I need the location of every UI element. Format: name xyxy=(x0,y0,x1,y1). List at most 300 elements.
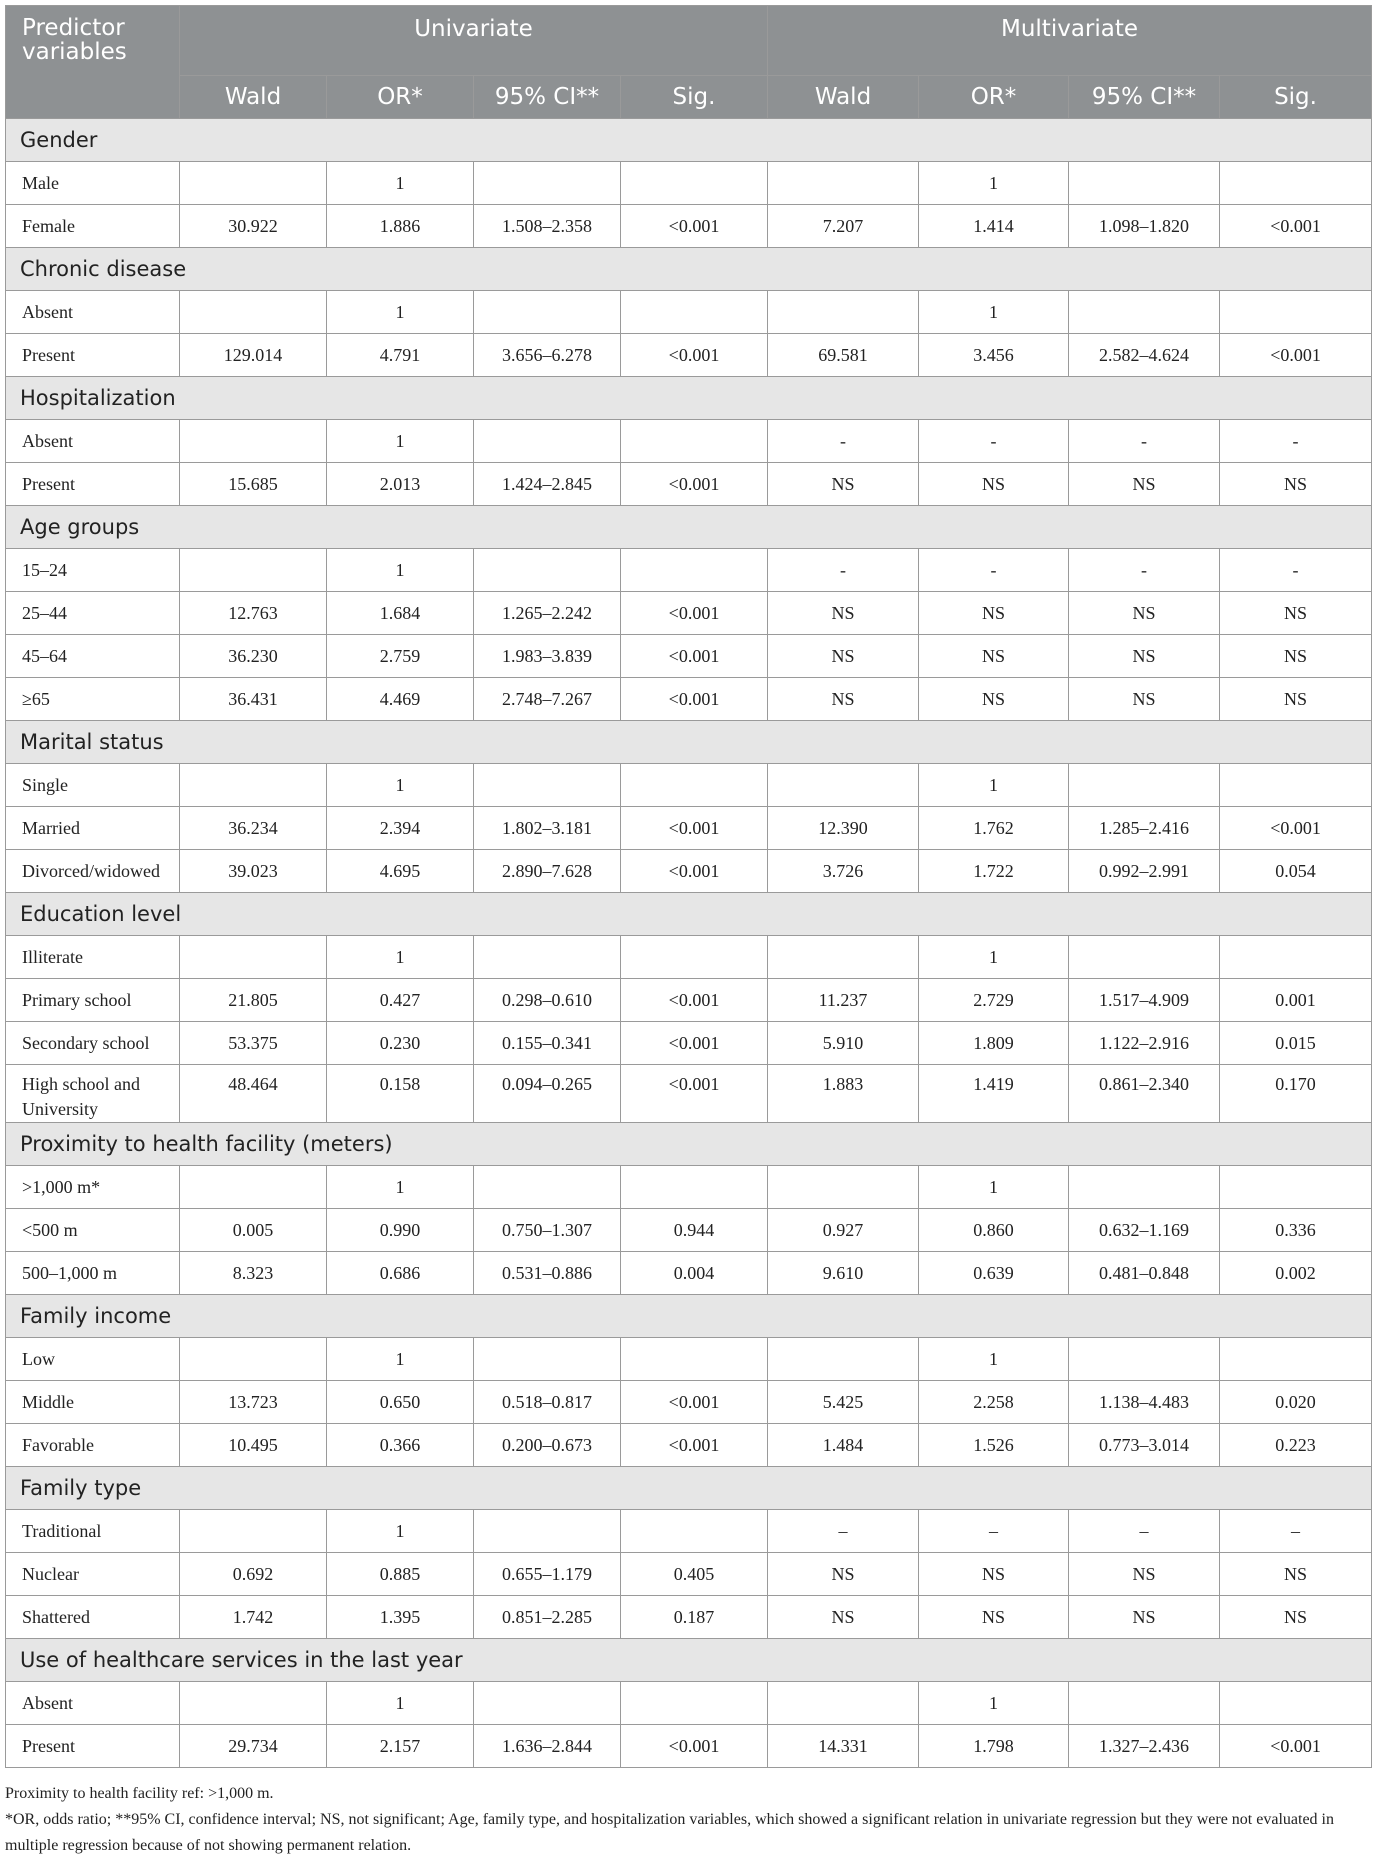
table-cell: 0.170 xyxy=(1220,1065,1372,1123)
table-header xyxy=(6,6,1372,119)
table-row xyxy=(6,420,1372,463)
row-label: 45–64 xyxy=(6,635,180,678)
row-label: Nuclear xyxy=(6,1553,180,1596)
table-cell xyxy=(180,549,327,592)
table-cell: 0.531–0.886 xyxy=(474,1252,621,1295)
table-cell xyxy=(474,420,621,463)
table-cell: 0.005 xyxy=(180,1209,327,1252)
table-cell: 1.636–2.844 xyxy=(474,1725,621,1768)
table-cell xyxy=(1220,291,1372,334)
row-label: <500 m xyxy=(6,1209,180,1252)
table-cell: 0.015 xyxy=(1220,1022,1372,1065)
section-title: Hospitalization xyxy=(6,377,1372,420)
table-cell: 0.639 xyxy=(919,1252,1069,1295)
table-cell: – xyxy=(1069,1510,1220,1553)
table-cell: 13.723 xyxy=(180,1381,327,1424)
table-row xyxy=(6,334,1372,377)
table-row xyxy=(6,162,1372,205)
table-cell: 0.405 xyxy=(621,1553,768,1596)
table-cell: NS xyxy=(1220,463,1372,506)
table-cell xyxy=(1069,1166,1220,1209)
table-cell: 1 xyxy=(327,420,474,463)
table-cell xyxy=(621,764,768,807)
table-cell: 0.692 xyxy=(180,1553,327,1596)
table-cell xyxy=(1069,162,1220,205)
table-row xyxy=(6,291,1372,334)
table-cell xyxy=(621,549,768,592)
table-row xyxy=(6,1338,1372,1381)
table-cell: NS xyxy=(1220,1553,1372,1596)
table-cell: 69.581 xyxy=(768,334,919,377)
table-cell: 8.323 xyxy=(180,1252,327,1295)
table-cell: 1.484 xyxy=(768,1424,919,1467)
table-cell xyxy=(768,1166,919,1209)
table-cell xyxy=(621,1166,768,1209)
table-cell: 1.798 xyxy=(919,1725,1069,1768)
table-cell: – xyxy=(768,1510,919,1553)
table-cell: NS xyxy=(1069,1596,1220,1639)
table-cell: 0.655–1.179 xyxy=(474,1553,621,1596)
table-cell xyxy=(621,420,768,463)
table-row xyxy=(6,205,1372,248)
table-cell: 0.927 xyxy=(768,1209,919,1252)
section-title: Use of healthcare services in the last year xyxy=(6,1639,1372,1682)
table-row xyxy=(6,1381,1372,1424)
table-cell: NS xyxy=(768,592,919,635)
table-cell: 2.748–7.267 xyxy=(474,678,621,721)
col-header: OR* xyxy=(327,76,474,119)
table-cell: 1 xyxy=(327,936,474,979)
table-cell xyxy=(621,1338,768,1381)
table-cell: 0.366 xyxy=(327,1424,474,1467)
table-cell: 129.014 xyxy=(180,334,327,377)
col-header: Wald xyxy=(768,76,919,119)
table-cell: NS xyxy=(919,1596,1069,1639)
table-cell: 48.464 xyxy=(180,1065,327,1123)
table-cell: 7.207 xyxy=(768,205,919,248)
section-title: Chronic disease xyxy=(6,248,1372,291)
row-label: Present xyxy=(6,1725,180,1768)
table-cell: NS xyxy=(768,635,919,678)
table-cell: 0.686 xyxy=(327,1252,474,1295)
table-cell: NS xyxy=(1220,592,1372,635)
table-cell: 2.394 xyxy=(327,807,474,850)
section-row xyxy=(6,377,1372,420)
table-row xyxy=(6,1065,1372,1123)
table-cell xyxy=(180,1338,327,1381)
table-cell: 1 xyxy=(327,1166,474,1209)
table-cell: 36.431 xyxy=(180,678,327,721)
table-cell: 0.200–0.673 xyxy=(474,1424,621,1467)
row-label: 15–24 xyxy=(6,549,180,592)
table-cell: 11.237 xyxy=(768,979,919,1022)
row-label: Favorable xyxy=(6,1424,180,1467)
table-cell: NS xyxy=(919,635,1069,678)
table-cell: 0.004 xyxy=(621,1252,768,1295)
row-label: Female xyxy=(6,205,180,248)
table-cell: <0.001 xyxy=(621,635,768,678)
table-cell: 14.331 xyxy=(768,1725,919,1768)
table-row xyxy=(6,936,1372,979)
table-cell: <0.001 xyxy=(621,1424,768,1467)
table-cell: 3.726 xyxy=(768,850,919,893)
row-label: Primary school xyxy=(6,979,180,1022)
row-label: 500–1,000 m xyxy=(6,1252,180,1295)
section-row xyxy=(6,1467,1372,1510)
table-cell xyxy=(474,162,621,205)
table-cell: <0.001 xyxy=(1220,205,1372,248)
row-label: Traditional xyxy=(6,1510,180,1553)
table-cell: 3.456 xyxy=(919,334,1069,377)
table-row xyxy=(6,1682,1372,1725)
table-cell: 0.750–1.307 xyxy=(474,1209,621,1252)
table-cell: - xyxy=(1220,549,1372,592)
table-cell: NS xyxy=(1069,635,1220,678)
table-cell: 4.791 xyxy=(327,334,474,377)
univariate-header: Univariate xyxy=(180,6,768,76)
table-cell: 1.265–2.242 xyxy=(474,592,621,635)
table-cell: 0.481–0.848 xyxy=(1069,1252,1220,1295)
table-cell: 1.285–2.416 xyxy=(1069,807,1220,850)
table-cell xyxy=(1069,936,1220,979)
table-cell: 1 xyxy=(327,549,474,592)
row-label: Absent xyxy=(6,420,180,463)
table-cell: 1.983–3.839 xyxy=(474,635,621,678)
table-cell: 1.883 xyxy=(768,1065,919,1123)
table-cell xyxy=(180,1166,327,1209)
table-cell: 0.020 xyxy=(1220,1381,1372,1424)
table-cell: 4.695 xyxy=(327,850,474,893)
table-cell: 1 xyxy=(919,1338,1069,1381)
table-cell: 0.155–0.341 xyxy=(474,1022,621,1065)
table-cell: 0.990 xyxy=(327,1209,474,1252)
table-cell: 0.851–2.285 xyxy=(474,1596,621,1639)
table-cell: 1.508–2.358 xyxy=(474,205,621,248)
table-cell: 2.258 xyxy=(919,1381,1069,1424)
table-row xyxy=(6,807,1372,850)
table-body xyxy=(6,119,1372,1768)
table-cell: 1 xyxy=(919,162,1069,205)
table-cell xyxy=(474,936,621,979)
table-cell: <0.001 xyxy=(621,1022,768,1065)
table-cell xyxy=(474,549,621,592)
table-cell: 0.094–0.265 xyxy=(474,1065,621,1123)
table-cell: 1.886 xyxy=(327,205,474,248)
table-cell: 0.230 xyxy=(327,1022,474,1065)
table-cell: 2.013 xyxy=(327,463,474,506)
table-cell xyxy=(768,936,919,979)
table-cell: - xyxy=(768,420,919,463)
row-label: >1,000 m* xyxy=(6,1166,180,1209)
table-cell xyxy=(180,764,327,807)
section-title: Gender xyxy=(6,119,1372,162)
table-cell: 9.610 xyxy=(768,1252,919,1295)
table-cell: <0.001 xyxy=(621,678,768,721)
section-row xyxy=(6,119,1372,162)
footnote: *OR, odds ratio; **95% CI, confidence interval; NS, not significant; Age, family type, and hospitalization variables, which showed a significant relation in univariate regression but they were not evaluated in multiple regression because of not showing permanent relation. xyxy=(5,1811,1334,1854)
table-cell: NS xyxy=(1069,592,1220,635)
table-cell: 1 xyxy=(919,1166,1069,1209)
table-cell: 53.375 xyxy=(180,1022,327,1065)
table-cell: - xyxy=(919,549,1069,592)
table-cell: 0.861–2.340 xyxy=(1069,1065,1220,1123)
table-cell xyxy=(768,1338,919,1381)
table-cell: <0.001 xyxy=(621,463,768,506)
table-cell: <0.001 xyxy=(621,205,768,248)
table-cell xyxy=(180,291,327,334)
table-cell: <0.001 xyxy=(621,1381,768,1424)
col-header: Sig. xyxy=(1220,76,1372,119)
table-cell xyxy=(621,1682,768,1725)
table-cell: 0.992–2.991 xyxy=(1069,850,1220,893)
table-cell: 29.734 xyxy=(180,1725,327,1768)
table-cell: 0.158 xyxy=(327,1065,474,1123)
table-cell: 3.656–6.278 xyxy=(474,334,621,377)
row-label: Male xyxy=(6,162,180,205)
table-cell: 2.890–7.628 xyxy=(474,850,621,893)
table-cell: - xyxy=(1220,420,1372,463)
table-cell: NS xyxy=(768,678,919,721)
table-cell: NS xyxy=(768,463,919,506)
table-cell: NS xyxy=(919,463,1069,506)
row-label: 25–44 xyxy=(6,592,180,635)
table-cell: 2.157 xyxy=(327,1725,474,1768)
row-label: Absent xyxy=(6,1682,180,1725)
table-cell xyxy=(1069,1338,1220,1381)
table-cell: 1.122–2.916 xyxy=(1069,1022,1220,1065)
table-row xyxy=(6,764,1372,807)
regression-table-container xyxy=(5,5,1371,1768)
section-row xyxy=(6,1123,1372,1166)
table-cell xyxy=(1220,1682,1372,1725)
section-title: Marital status xyxy=(6,721,1372,764)
table-cell xyxy=(1220,1166,1372,1209)
table-cell: 1.684 xyxy=(327,592,474,635)
table-row xyxy=(6,1553,1372,1596)
table-cell: - xyxy=(1069,420,1220,463)
table-cell: <0.001 xyxy=(621,850,768,893)
table-row xyxy=(6,635,1372,678)
table-cell: 21.805 xyxy=(180,979,327,1022)
table-cell: 1 xyxy=(327,1682,474,1725)
table-cell: 1.526 xyxy=(919,1424,1069,1467)
table-cell: 1 xyxy=(327,1510,474,1553)
table-cell: 1.517–4.909 xyxy=(1069,979,1220,1022)
table-cell xyxy=(621,936,768,979)
table-cell: <0.001 xyxy=(621,1065,768,1123)
table-cell: – xyxy=(919,1510,1069,1553)
table-cell: <0.001 xyxy=(621,334,768,377)
table-cell: 36.230 xyxy=(180,635,327,678)
row-label: Divorced/widowed xyxy=(6,850,180,893)
table-cell: NS xyxy=(1069,1553,1220,1596)
table-cell: 0.002 xyxy=(1220,1252,1372,1295)
table-cell xyxy=(1069,291,1220,334)
table-cell: NS xyxy=(1069,678,1220,721)
table-cell: <0.001 xyxy=(1220,1725,1372,1768)
table-cell: 30.922 xyxy=(180,205,327,248)
predictor-header: Predictor variables xyxy=(6,6,180,119)
table-cell: 12.390 xyxy=(768,807,919,850)
table-row xyxy=(6,1596,1372,1639)
row-label: Low xyxy=(6,1338,180,1381)
table-cell: 1.395 xyxy=(327,1596,474,1639)
table-cell: NS xyxy=(1220,678,1372,721)
table-cell: NS xyxy=(919,678,1069,721)
table-cell: NS xyxy=(919,592,1069,635)
table-cell: 1.098–1.820 xyxy=(1069,205,1220,248)
table-cell: 1.138–4.483 xyxy=(1069,1381,1220,1424)
table-cell: 0.001 xyxy=(1220,979,1372,1022)
table-cell: 0.223 xyxy=(1220,1424,1372,1467)
table-cell: 1 xyxy=(327,162,474,205)
row-label: Middle xyxy=(6,1381,180,1424)
table-cell: 2.582–4.624 xyxy=(1069,334,1220,377)
table-cell xyxy=(1069,1682,1220,1725)
row-label: Illiterate xyxy=(6,936,180,979)
table-cell: 2.729 xyxy=(919,979,1069,1022)
table-cell: 1.809 xyxy=(919,1022,1069,1065)
table-cell xyxy=(621,162,768,205)
table-cell: 0.885 xyxy=(327,1553,474,1596)
table-cell: 1 xyxy=(919,291,1069,334)
table-cell: 0.187 xyxy=(621,1596,768,1639)
table-row xyxy=(6,979,1372,1022)
row-label: High school and University xyxy=(6,1065,180,1123)
table-cell: NS xyxy=(768,1553,919,1596)
table-row xyxy=(6,1252,1372,1295)
table-cell: 0.773–3.014 xyxy=(1069,1424,1220,1467)
row-label: Present xyxy=(6,334,180,377)
table-cell: 1.327–2.436 xyxy=(1069,1725,1220,1768)
row-label: Secondary school xyxy=(6,1022,180,1065)
table-cell xyxy=(621,1510,768,1553)
table-row xyxy=(6,1725,1372,1768)
section-row xyxy=(6,1639,1372,1682)
table-row xyxy=(6,1022,1372,1065)
table-cell xyxy=(768,162,919,205)
section-title: Age groups xyxy=(6,506,1372,549)
table-cell xyxy=(474,1682,621,1725)
section-title: Family type xyxy=(6,1467,1372,1510)
section-row xyxy=(6,721,1372,764)
table-cell: – xyxy=(1220,1510,1372,1553)
table-cell xyxy=(768,1682,919,1725)
table-cell: 0.427 xyxy=(327,979,474,1022)
table-cell: 1 xyxy=(919,936,1069,979)
table-cell: - xyxy=(919,420,1069,463)
table-cell xyxy=(474,1338,621,1381)
table-cell: 1.424–2.845 xyxy=(474,463,621,506)
regression-table xyxy=(5,5,1372,1768)
table-row xyxy=(6,1424,1372,1467)
table-cell: 10.495 xyxy=(180,1424,327,1467)
table-cell: <0.001 xyxy=(621,592,768,635)
table-cell: 0.632–1.169 xyxy=(1069,1209,1220,1252)
section-title: Proximity to health facility (meters) xyxy=(6,1123,1372,1166)
table-cell: 0.944 xyxy=(621,1209,768,1252)
table-cell xyxy=(1069,764,1220,807)
table-cell: <0.001 xyxy=(621,807,768,850)
table-cell: 1.762 xyxy=(919,807,1069,850)
table-cell xyxy=(1220,764,1372,807)
multivariate-header: Multivariate xyxy=(768,6,1372,76)
table-cell: 1.414 xyxy=(919,205,1069,248)
table-cell: 2.759 xyxy=(327,635,474,678)
table-cell: <0.001 xyxy=(1220,807,1372,850)
table-cell xyxy=(1220,162,1372,205)
table-row xyxy=(6,678,1372,721)
table-cell: 36.234 xyxy=(180,807,327,850)
section-row xyxy=(6,893,1372,936)
table-cell xyxy=(1220,1338,1372,1381)
footnote: Proximity to health facility ref: >1,000 m. xyxy=(5,1785,274,1802)
table-cell: NS xyxy=(1069,463,1220,506)
table-cell: 0.860 xyxy=(919,1209,1069,1252)
table-cell xyxy=(621,291,768,334)
table-cell: 1.722 xyxy=(919,850,1069,893)
col-header: 95% CI** xyxy=(1069,76,1220,119)
row-label: Absent xyxy=(6,291,180,334)
table-row xyxy=(6,1510,1372,1553)
table-cell xyxy=(180,420,327,463)
table-cell xyxy=(180,162,327,205)
col-header: 95% CI** xyxy=(474,76,621,119)
table-cell: 12.763 xyxy=(180,592,327,635)
table-cell: 1 xyxy=(919,1682,1069,1725)
table-cell: 0.518–0.817 xyxy=(474,1381,621,1424)
table-cell: 5.425 xyxy=(768,1381,919,1424)
table-row xyxy=(6,850,1372,893)
table-cell xyxy=(474,291,621,334)
col-header: Sig. xyxy=(621,76,768,119)
table-cell: 1 xyxy=(327,291,474,334)
table-row xyxy=(6,1209,1372,1252)
table-cell: 39.023 xyxy=(180,850,327,893)
table-cell: <0.001 xyxy=(1220,334,1372,377)
table-cell xyxy=(1220,936,1372,979)
section-title: Education level xyxy=(6,893,1372,936)
table-cell: 1 xyxy=(919,764,1069,807)
table-cell: 1 xyxy=(327,1338,474,1381)
table-cell: <0.001 xyxy=(621,1725,768,1768)
table-cell xyxy=(474,1510,621,1553)
row-label: ≥65 xyxy=(6,678,180,721)
row-label: Present xyxy=(6,463,180,506)
table-cell xyxy=(768,291,919,334)
table-cell: 5.910 xyxy=(768,1022,919,1065)
table-cell: 0.336 xyxy=(1220,1209,1372,1252)
table-cell xyxy=(180,936,327,979)
section-row xyxy=(6,248,1372,291)
table-cell xyxy=(474,764,621,807)
table-cell: 15.685 xyxy=(180,463,327,506)
table-cell xyxy=(180,1682,327,1725)
table-cell: 1.742 xyxy=(180,1596,327,1639)
table-cell: NS xyxy=(1220,635,1372,678)
section-row xyxy=(6,1295,1372,1338)
table-cell: NS xyxy=(919,1553,1069,1596)
col-header: Wald xyxy=(180,76,327,119)
table-cell xyxy=(768,764,919,807)
table-cell: NS xyxy=(768,1596,919,1639)
table-cell xyxy=(180,1510,327,1553)
table-cell: - xyxy=(1069,549,1220,592)
table-cell: 1.419 xyxy=(919,1065,1069,1123)
row-label: Single xyxy=(6,764,180,807)
section-title: Family income xyxy=(6,1295,1372,1338)
table-cell: 0.298–0.610 xyxy=(474,979,621,1022)
